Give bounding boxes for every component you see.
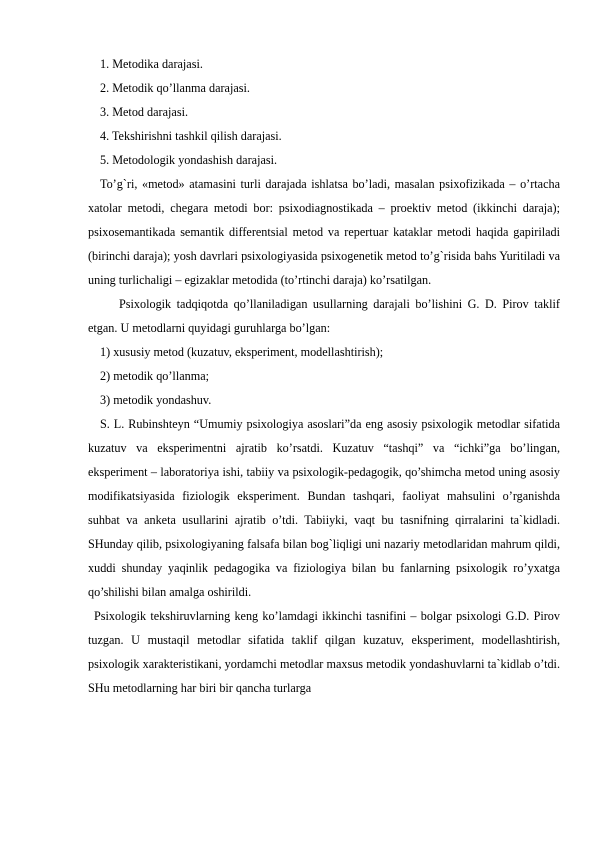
- paragraph-rubinshteyn: S. L. Rubinshteyn “Umumiy psixologiya asoslari”da eng asosiy psixologik metodlar sifatida kuzatuv va eksperimentni ajratib ko’rsatdi. Kuzatuv “tashqi” va “ichki”ga bo’lingan, eksperiment – laboratoriya ishi, tabiiy va psixologik-pedagogik, qo’shimcha metod uning asosiy modifikatsiyasida fiziologik eksperiment. Bundan tashqari, faoliyat mahsulini o’rganishda suhbat va anketa usullarini ajratib o’tdi. Tabiiyki, vaqt bu tasnifning qirralarini ta`kidladi. SHunday qilib, psixologiyaning falsafa bilan bog`liqligi uni nazariy metodlaridan mahrum qildi, xuddi shunday yaqinlik pedagogika va fiziologiya bilan bu fanlarning psixologik ro’yxatga qo’shilishi bilan amalga oshirildi.: [88, 417, 560, 599]
- list-item: 3. Metod darajasi.: [100, 105, 188, 119]
- list-item: 2. Metodik qo’llanma darajasi.: [100, 81, 250, 95]
- method-groups-list: [88, 340, 560, 412]
- levels-list: [88, 52, 560, 172]
- list-item: 3) metodik yondashuv.: [100, 393, 212, 407]
- list-item: 1) xususiy metod (kuzatuv, eksperiment, modellashtirish);: [100, 345, 384, 359]
- list-item: 4. Tekshirishni tashkil qilish darajasi.: [100, 129, 282, 143]
- paragraph-second-classification: Psixologik tekshiruvlarning keng ko’lamdagi ikkinchi tasnifini – bolgar psixologi G.D. Pirov tuzgan. U mustaqil metodlar sifatida taklif qilgan kuzatuv, eksperiment, modellashtirish, psixologik xarakteristikani, yordamchi metodlar maxsus metodik yondashuvlarni ta`kidlab o’tdi. SHu metodlarning har biri bir qancha turlarga: [88, 609, 560, 695]
- list-item: 2) metodik qo’llanma;: [100, 369, 209, 383]
- list-item: 1. Metodika darajasi.: [100, 57, 203, 71]
- paragraph-pirov-intro: Psixologik tadqiqotda qo’llaniladigan usullarning darajali bo’lishini G. D. Pirov taklif etgan. U metodlarni quyidagi guruhlarga bo’lgan:: [88, 297, 560, 335]
- document-page: [88, 52, 560, 700]
- paragraph-metod-term: To’g`ri, «metod» atamasini turli darajada ishlatsa bo’ladi, masalan psixofizikada – o’rtacha xatolar metodi, chegara metodi bor: psixodiagnostikada – proektiv metod (ikkinchi daraja); psixosemantikada semantik differentsial metod va repertuar kataklar metodi haqida gapiriladi (birinchi daraja); yosh davrlari psixologiyasida psixogenetik metod to’g`risida bahs Yuritiladi va uning turlichaligi – egizaklar metodida (to’rtinchi daraja) ko’rsatilgan.: [88, 177, 560, 287]
- list-item: 5. Metodologik yondashish darajasi.: [100, 153, 278, 167]
